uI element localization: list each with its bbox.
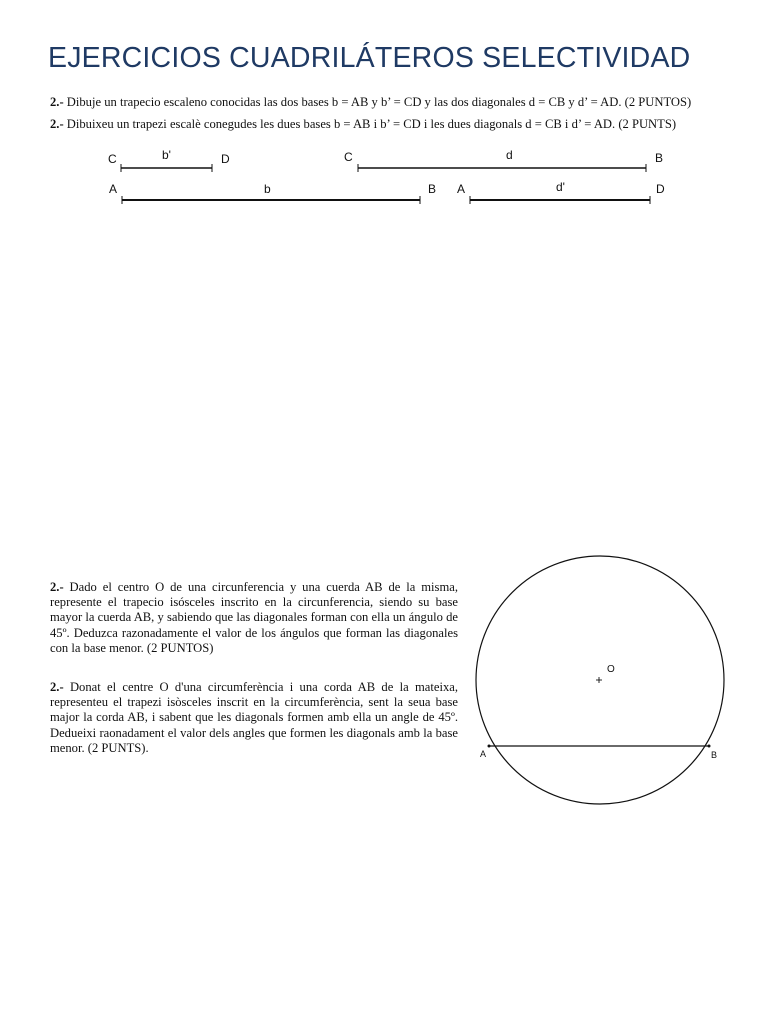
exercise1-text-es: Dibuje un trapecio escaleno conocidas las dos bases b = AB y b’ = CD y las dos diagonales d = CB y d’ = AD. (2 PUNTOS) (63, 95, 692, 109)
exercise2-text-es: Dado el centro O de una circunferencia y una cuerda AB de la misma, represente el trapecio isósceles inscrito en la circunferencia, siendo su base mayor la cuerda AB, y sabiendo que las diagonales forman con ella un ángulo de 45º. Deduzca razonadamente el valor de los ángulos que forman las diagonales con la base menor. (2 PUNTOS) (50, 580, 458, 655)
label-b: b (264, 182, 271, 196)
page-title: EJERCICIOS CUADRILÁTEROS SELECTIVIDAD (48, 42, 691, 74)
label-d-prime-end: D (656, 182, 665, 196)
exercise2-text-ca: Donat el centre O d'una circumferència i una corda AB de la mateixa, representeu el trapezi isòsceles inscrit en la circumferència, sent la seua base major la corda AB, i sabent que les diagonals formen amb ella un angle de 45º. Dedueixi raonadament el valor dels angles que formen les diagonals amb la base menor. (2 PUNTS). (50, 680, 458, 755)
label-d-prime-start: A (457, 182, 466, 196)
exercise2-statement-es (50, 580, 458, 656)
exercise1-number-ca: 2.- (50, 117, 64, 131)
label-d-end: B (655, 151, 664, 165)
label-b-prime-end: D (221, 152, 230, 166)
exercise2-number-ca: 2.- (50, 680, 64, 694)
label-d-start: C (344, 150, 353, 164)
label-b-prime: b' (162, 148, 171, 162)
exercise1-number: 2.- (50, 95, 64, 109)
label-d: d (506, 148, 513, 162)
label-chord-b: B (711, 750, 718, 760)
label-b-end: B (428, 182, 437, 196)
label-d-prime: d' (556, 180, 565, 194)
point-a-dot (488, 745, 491, 748)
label-center-o: O (607, 664, 615, 675)
label-b-start: A (109, 182, 118, 196)
exercise2-statement-ca (50, 680, 458, 756)
exercise1-text-ca: Dibuixeu un trapezi escalè conegudes les dues bases b = AB i b’ = CD i les dues diagonals d = CB i d’ = AD. (2 PUNTS) (63, 117, 677, 131)
point-b-dot (708, 745, 711, 748)
exercise2-number: 2.- (50, 580, 64, 594)
label-b-prime-start: C (108, 152, 117, 166)
label-chord-a: A (480, 749, 487, 759)
